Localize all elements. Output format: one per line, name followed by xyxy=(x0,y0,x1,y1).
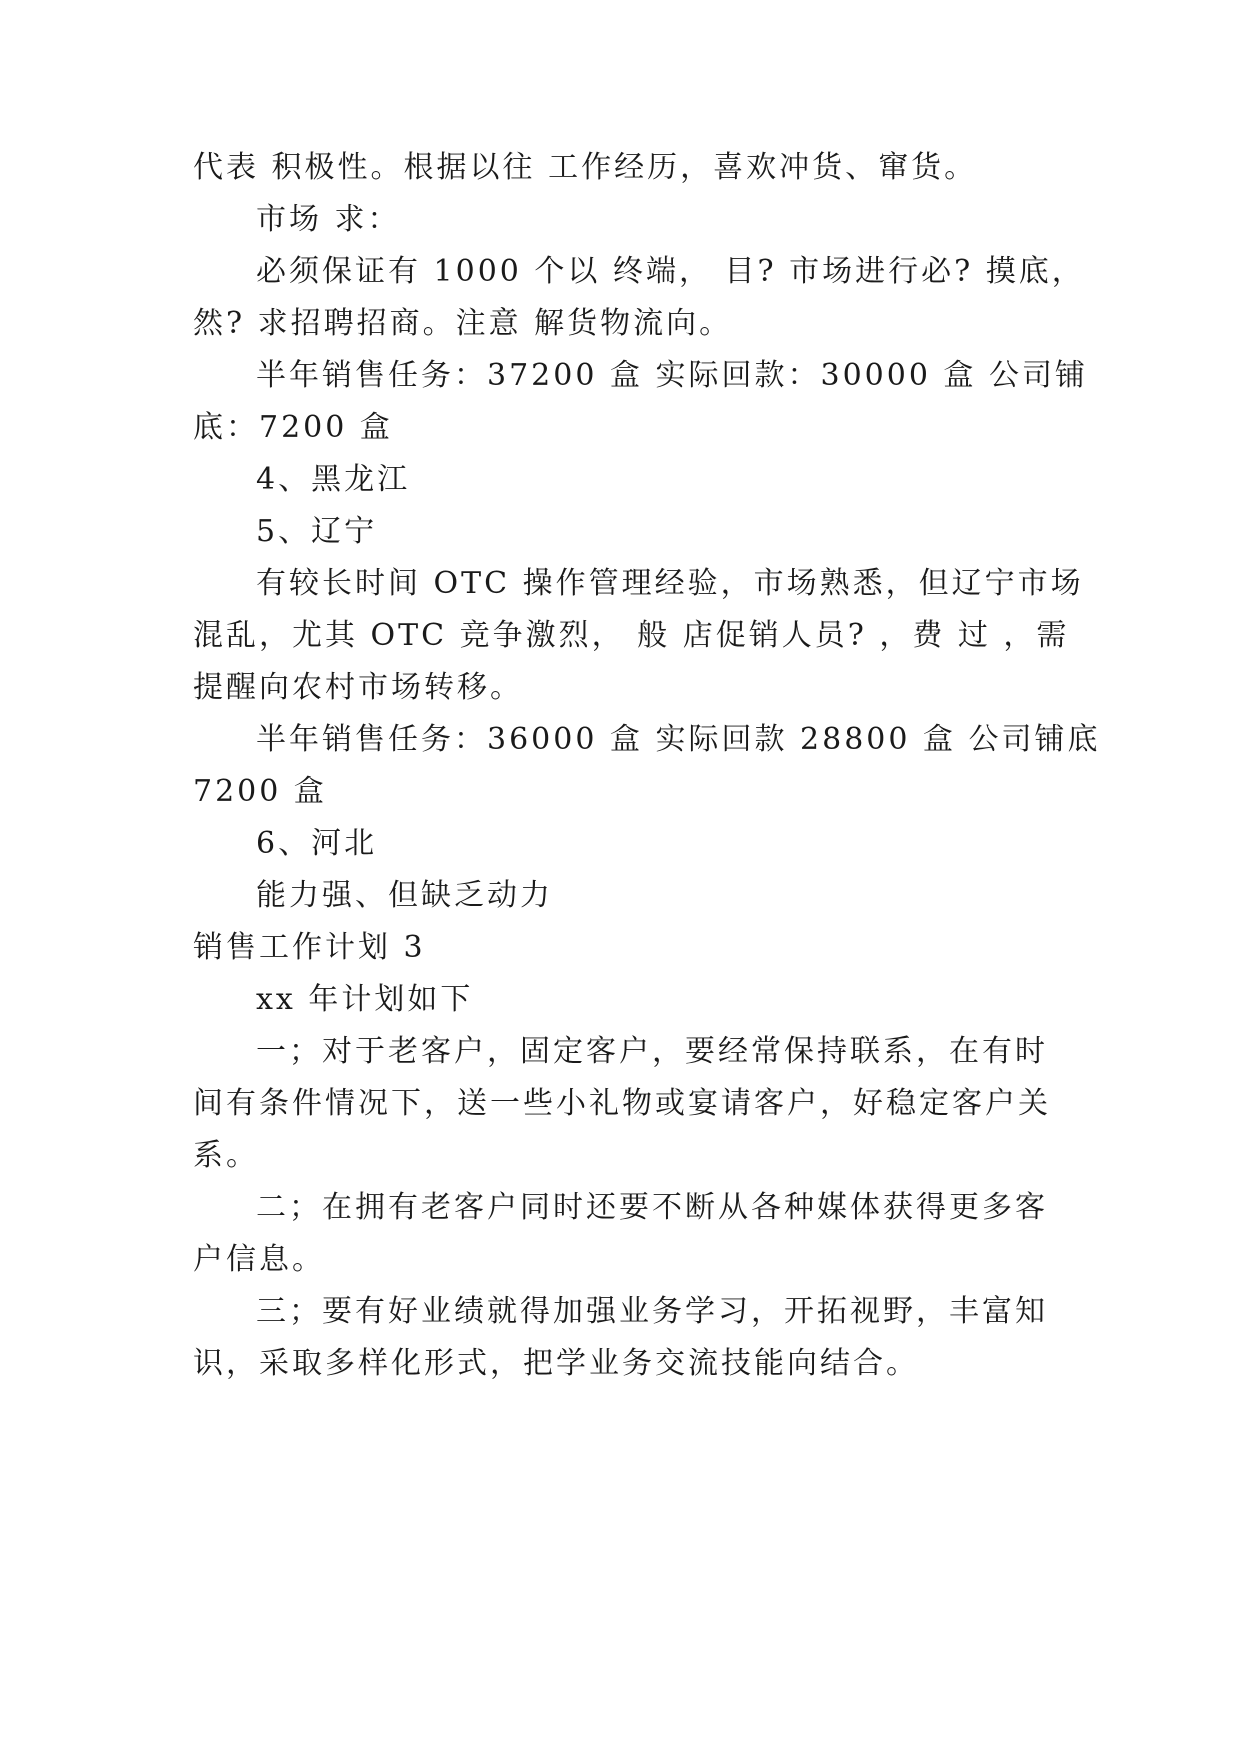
paragraph-line: 然? 求招聘招商。注意 解货物流向。 xyxy=(193,306,733,341)
paragraph-line: 能力强、但缺乏动力 xyxy=(256,878,553,913)
sales-target-line: 半年销售任务：36000 盒 实际回款 28800 盒 公司铺底 xyxy=(256,722,1101,757)
paragraph-line: 户信息。 xyxy=(193,1242,325,1277)
paragraph-line: 一；对于老客户，固定客户，要经常保持联系，在有时 xyxy=(256,1034,1048,1069)
paragraph-line: xx 年计划如下 xyxy=(256,982,474,1017)
paragraph-line: 有较长时间 OTC 操作管理经验，市场熟悉，但辽宁市场 xyxy=(256,566,1084,601)
sales-target-line: 底：7200 盒 xyxy=(193,410,393,445)
paragraph-line: 必须保证有 1000 个以 终端， 目? 市场进行必? 摸底， xyxy=(256,254,1085,289)
paragraph-line: 识，采取多样化形式，把学业务交流技能向结合。 xyxy=(193,1346,919,1381)
document-heading: 销售工作计划 3 xyxy=(193,930,426,965)
section-heading: 6、河北 xyxy=(256,826,378,861)
section-heading: 5、辽宁 xyxy=(256,514,378,549)
paragraph-line: 混乱，尤其 OTC 竞争激烈， 般 店促销人员? ，费 过 ，需 xyxy=(193,618,1070,653)
paragraph-line: 三；要有好业绩就得加强业务学习，开拓视野，丰富知 xyxy=(256,1294,1048,1329)
section-heading: 4、黑龙江 xyxy=(256,462,411,497)
section-heading: 市场 求： xyxy=(256,202,401,237)
paragraph-line: 代表 积极性。根据以往 工作经历，喜欢冲货、窜货。 xyxy=(193,150,978,185)
sales-target-line: 半年销售任务：37200 盒 实际回款：30000 盒 公司铺 xyxy=(256,358,1089,393)
paragraph-line: 间有条件情况下，送一些小礼物或宴请客户，好稳定客户关 xyxy=(193,1086,1051,1121)
paragraph-line: 提醒向农村市场转移。 xyxy=(193,670,523,705)
paragraph-line: 系。 xyxy=(193,1138,259,1173)
paragraph-line: 二；在拥有老客户同时还要不断从各种媒体获得更多客 xyxy=(256,1190,1048,1225)
sales-target-line: 7200 盒 xyxy=(193,774,327,809)
